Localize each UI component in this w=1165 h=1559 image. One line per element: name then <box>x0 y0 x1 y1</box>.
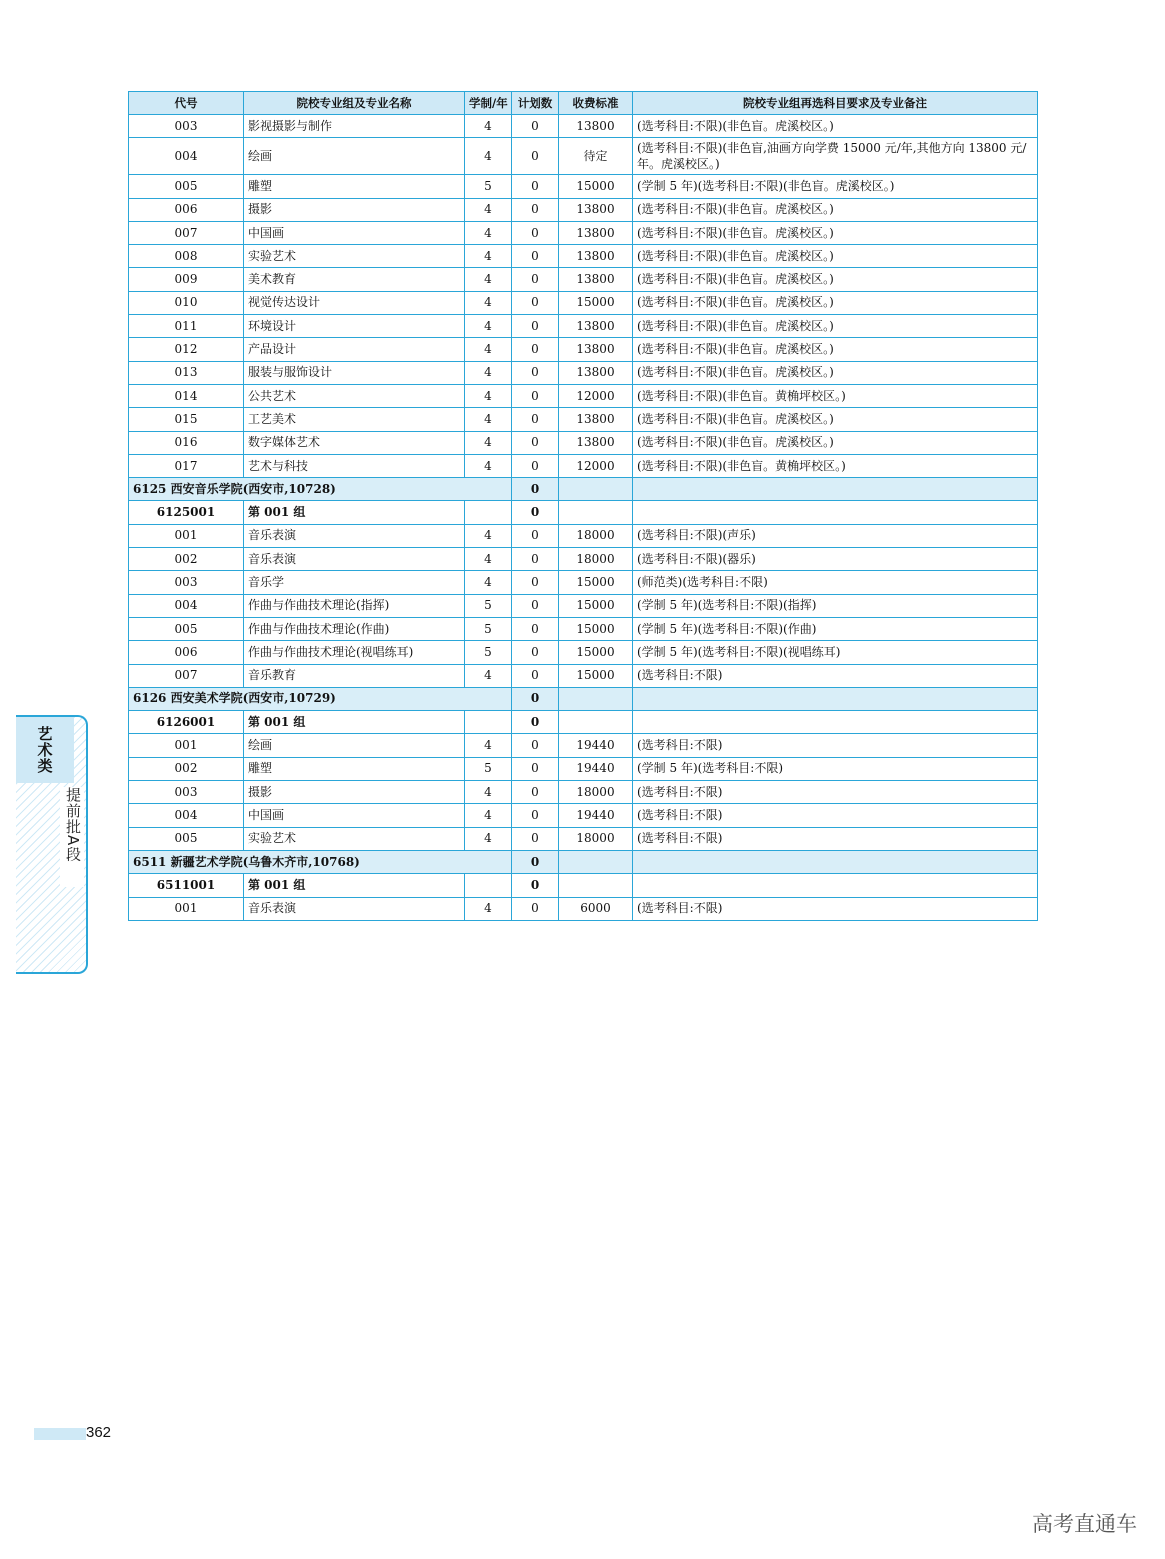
group-note <box>633 501 1038 524</box>
major-plan: 0 <box>512 291 559 314</box>
major-name: 音乐表演 <box>244 897 465 920</box>
header-name: 院校专业组及专业名称 <box>244 92 465 115</box>
major-fee: 18000 <box>559 781 633 804</box>
group-code: 6511001 <box>129 874 244 897</box>
major-years: 4 <box>465 734 512 757</box>
school-row <box>129 687 1038 710</box>
category-label: 艺术类 <box>16 717 74 783</box>
major-name: 实验艺术 <box>244 827 465 850</box>
major-code: 010 <box>129 291 244 314</box>
major-code: 003 <box>129 571 244 594</box>
group-years <box>465 711 512 734</box>
major-plan: 0 <box>512 221 559 244</box>
major-years: 4 <box>465 548 512 571</box>
major-name: 产品设计 <box>244 338 465 361</box>
school-plan: 0 <box>512 850 559 873</box>
group-code: 6125001 <box>129 501 244 524</box>
table-row <box>129 384 1038 407</box>
major-plan: 0 <box>512 664 559 687</box>
table-row <box>129 664 1038 687</box>
major-code: 007 <box>129 221 244 244</box>
group-years <box>465 874 512 897</box>
group-plan: 0 <box>512 711 559 734</box>
watermark: 高考直通车 <box>1032 1512 1137 1536</box>
major-fee: 19440 <box>559 734 633 757</box>
batch-label: 提前批A段 <box>60 787 84 887</box>
school-fee <box>559 478 633 501</box>
group-row <box>129 501 1038 524</box>
table-row <box>129 454 1038 477</box>
table-row <box>129 221 1038 244</box>
major-code: 013 <box>129 361 244 384</box>
table-row <box>129 617 1038 640</box>
major-name: 影视摄影与制作 <box>244 115 465 138</box>
major-fee: 6000 <box>559 897 633 920</box>
major-fee: 13800 <box>559 221 633 244</box>
major-code: 008 <box>129 245 244 268</box>
major-note: (选考科目:不限)(非色盲。虎溪校区。) <box>633 115 1038 138</box>
major-fee: 18000 <box>559 524 633 547</box>
major-years: 4 <box>465 291 512 314</box>
major-note: (选考科目:不限) <box>633 827 1038 850</box>
major-plan: 0 <box>512 431 559 454</box>
major-plan: 0 <box>512 454 559 477</box>
major-note: (学制 5 年)(选考科目:不限)(视唱练耳) <box>633 641 1038 664</box>
table-row <box>129 548 1038 571</box>
major-name: 艺术与科技 <box>244 454 465 477</box>
major-name: 工艺美术 <box>244 408 465 431</box>
major-code: 006 <box>129 641 244 664</box>
major-note: (选考科目:不限)(非色盲。黄桷坪校区。) <box>633 384 1038 407</box>
header-note: 院校专业组再选科目要求及专业备注 <box>633 92 1038 115</box>
table-row <box>129 757 1038 780</box>
major-plan: 0 <box>512 361 559 384</box>
major-name: 音乐学 <box>244 571 465 594</box>
major-years: 4 <box>465 897 512 920</box>
major-note: (选考科目:不限) <box>633 897 1038 920</box>
group-note <box>633 711 1038 734</box>
major-plan: 0 <box>512 827 559 850</box>
major-code: 016 <box>129 431 244 454</box>
table-row <box>129 361 1038 384</box>
major-code: 004 <box>129 594 244 617</box>
major-note: (选考科目:不限) <box>633 804 1038 827</box>
group-note <box>633 874 1038 897</box>
school-plan: 0 <box>512 478 559 501</box>
school-title: 6511 新疆艺术学院(乌鲁木齐市,10768) <box>129 850 512 873</box>
page-number: 362 <box>86 1424 112 1441</box>
major-name: 公共艺术 <box>244 384 465 407</box>
group-plan: 0 <box>512 501 559 524</box>
school-title: 6126 西安美术学院(西安市,10729) <box>129 687 512 710</box>
major-code: 017 <box>129 454 244 477</box>
major-note: (选考科目:不限)(非色盲。虎溪校区。) <box>633 221 1038 244</box>
major-name: 数字媒体艺术 <box>244 431 465 454</box>
major-plan: 0 <box>512 198 559 221</box>
major-note: (选考科目:不限)(非色盲。虎溪校区。) <box>633 361 1038 384</box>
major-years: 4 <box>465 524 512 547</box>
major-name: 环境设计 <box>244 315 465 338</box>
major-note: (选考科目:不限)(非色盲。虎溪校区。) <box>633 408 1038 431</box>
major-note: (选考科目:不限)(非色盲。虎溪校区。) <box>633 431 1038 454</box>
major-code: 003 <box>129 115 244 138</box>
group-code: 6126001 <box>129 711 244 734</box>
major-plan: 0 <box>512 175 559 198</box>
major-fee: 13800 <box>559 315 633 338</box>
table-row <box>129 268 1038 291</box>
major-note: (选考科目:不限)(非色盲。虎溪校区。) <box>633 268 1038 291</box>
major-name: 绘画 <box>244 734 465 757</box>
major-fee: 13800 <box>559 338 633 361</box>
major-plan: 0 <box>512 594 559 617</box>
major-note: (选考科目:不限)(声乐) <box>633 524 1038 547</box>
major-code: 005 <box>129 617 244 640</box>
major-plan: 0 <box>512 245 559 268</box>
major-code: 002 <box>129 548 244 571</box>
major-note: (学制 5 年)(选考科目:不限)(指挥) <box>633 594 1038 617</box>
group-years <box>465 501 512 524</box>
major-years: 4 <box>465 268 512 291</box>
major-fee: 13800 <box>559 198 633 221</box>
major-note: (选考科目:不限)(非色盲。虎溪校区。) <box>633 338 1038 361</box>
major-years: 4 <box>465 454 512 477</box>
table-body <box>129 115 1038 921</box>
major-plan: 0 <box>512 571 559 594</box>
major-name: 视觉传达设计 <box>244 291 465 314</box>
group-plan: 0 <box>512 874 559 897</box>
major-note: (选考科目:不限) <box>633 734 1038 757</box>
major-plan: 0 <box>512 338 559 361</box>
major-plan: 0 <box>512 617 559 640</box>
major-fee: 13800 <box>559 361 633 384</box>
major-code: 014 <box>129 384 244 407</box>
school-row <box>129 478 1038 501</box>
school-plan: 0 <box>512 687 559 710</box>
major-name: 雕塑 <box>244 757 465 780</box>
major-code: 001 <box>129 897 244 920</box>
major-plan: 0 <box>512 804 559 827</box>
group-row <box>129 711 1038 734</box>
table-row <box>129 734 1038 757</box>
major-note: (学制 5 年)(选考科目:不限)(非色盲。虎溪校区。) <box>633 175 1038 198</box>
school-title: 6125 西安音乐学院(西安市,10728) <box>129 478 512 501</box>
major-years: 4 <box>465 221 512 244</box>
major-note: (选考科目:不限)(非色盲。虎溪校区。) <box>633 245 1038 268</box>
major-fee: 18000 <box>559 827 633 850</box>
table-row <box>129 641 1038 664</box>
major-code: 004 <box>129 138 244 175</box>
major-years: 5 <box>465 617 512 640</box>
major-note: (学制 5 年)(选考科目:不限) <box>633 757 1038 780</box>
major-name: 绘画 <box>244 138 465 175</box>
major-fee: 15000 <box>559 617 633 640</box>
major-fee: 15000 <box>559 594 633 617</box>
major-fee: 15000 <box>559 175 633 198</box>
major-years: 4 <box>465 664 512 687</box>
major-note: (选考科目:不限)(非色盲。虎溪校区。) <box>633 291 1038 314</box>
table-row <box>129 804 1038 827</box>
table-row <box>129 315 1038 338</box>
major-note: (选考科目:不限)(非色盲。黄桷坪校区。) <box>633 454 1038 477</box>
group-name: 第 001 组 <box>244 501 465 524</box>
major-fee: 13800 <box>559 408 633 431</box>
group-fee <box>559 711 633 734</box>
table-row <box>129 115 1038 138</box>
major-code: 015 <box>129 408 244 431</box>
major-fee: 12000 <box>559 384 633 407</box>
major-note: (选考科目:不限)(非色盲。虎溪校区。) <box>633 315 1038 338</box>
major-plan: 0 <box>512 115 559 138</box>
major-name: 作曲与作曲技术理论(视唱练耳) <box>244 641 465 664</box>
page-number-bar <box>34 1428 86 1440</box>
major-fee: 13800 <box>559 115 633 138</box>
major-plan: 0 <box>512 524 559 547</box>
major-note: (选考科目:不限)(非色盲,油画方向学费 15000 元/年,其他方向 13800 元/年。虎溪校区。) <box>633 138 1038 175</box>
major-name: 服装与服饰设计 <box>244 361 465 384</box>
major-years: 4 <box>465 431 512 454</box>
table-row <box>129 524 1038 547</box>
major-fee: 15000 <box>559 291 633 314</box>
major-fee: 13800 <box>559 268 633 291</box>
school-fee <box>559 687 633 710</box>
table-row <box>129 338 1038 361</box>
major-name: 雕塑 <box>244 175 465 198</box>
major-note: (选考科目:不限) <box>633 781 1038 804</box>
group-name: 第 001 组 <box>244 874 465 897</box>
major-code: 002 <box>129 757 244 780</box>
major-name: 作曲与作曲技术理论(指挥) <box>244 594 465 617</box>
major-name: 中国画 <box>244 221 465 244</box>
group-fee <box>559 874 633 897</box>
major-years: 4 <box>465 115 512 138</box>
major-note: (师范类)(选考科目:不限) <box>633 571 1038 594</box>
major-fee: 13800 <box>559 431 633 454</box>
table-row <box>129 175 1038 198</box>
major-name: 中国画 <box>244 804 465 827</box>
table-row <box>129 138 1038 175</box>
major-years: 4 <box>465 198 512 221</box>
major-code: 012 <box>129 338 244 361</box>
major-name: 音乐表演 <box>244 548 465 571</box>
major-name: 实验艺术 <box>244 245 465 268</box>
major-plan: 0 <box>512 897 559 920</box>
major-years: 4 <box>465 315 512 338</box>
table-row <box>129 781 1038 804</box>
table-row <box>129 198 1038 221</box>
major-name: 音乐表演 <box>244 524 465 547</box>
major-plan: 0 <box>512 408 559 431</box>
header-row <box>129 92 1038 115</box>
major-years: 4 <box>465 827 512 850</box>
table-row <box>129 594 1038 617</box>
major-years: 4 <box>465 245 512 268</box>
major-plan: 0 <box>512 757 559 780</box>
major-plan: 0 <box>512 641 559 664</box>
major-years: 4 <box>465 408 512 431</box>
header-fee: 收费标准 <box>559 92 633 115</box>
major-name: 摄影 <box>244 198 465 221</box>
header-plan: 计划数 <box>512 92 559 115</box>
table-row <box>129 245 1038 268</box>
major-note: (学制 5 年)(选考科目:不限)(作曲) <box>633 617 1038 640</box>
table-row <box>129 408 1038 431</box>
major-years: 5 <box>465 757 512 780</box>
major-years: 5 <box>465 175 512 198</box>
major-plan: 0 <box>512 138 559 175</box>
major-code: 005 <box>129 827 244 850</box>
table-row <box>129 897 1038 920</box>
major-years: 4 <box>465 571 512 594</box>
major-note: (选考科目:不限) <box>633 664 1038 687</box>
major-fee: 19440 <box>559 757 633 780</box>
major-fee: 13800 <box>559 245 633 268</box>
group-name: 第 001 组 <box>244 711 465 734</box>
table-row <box>129 431 1038 454</box>
school-row <box>129 850 1038 873</box>
major-note: (选考科目:不限)(器乐) <box>633 548 1038 571</box>
major-plan: 0 <box>512 548 559 571</box>
school-fee <box>559 850 633 873</box>
major-fee: 15000 <box>559 641 633 664</box>
major-code: 006 <box>129 198 244 221</box>
major-code: 003 <box>129 781 244 804</box>
major-fee: 18000 <box>559 548 633 571</box>
major-plan: 0 <box>512 384 559 407</box>
major-fee: 15000 <box>559 664 633 687</box>
major-years: 4 <box>465 781 512 804</box>
table-row <box>129 571 1038 594</box>
major-years: 5 <box>465 594 512 617</box>
major-years: 4 <box>465 804 512 827</box>
major-plan: 0 <box>512 781 559 804</box>
major-code: 005 <box>129 175 244 198</box>
major-note: (选考科目:不限)(非色盲。虎溪校区。) <box>633 198 1038 221</box>
table-row <box>129 291 1038 314</box>
major-fee: 19440 <box>559 804 633 827</box>
major-fee: 15000 <box>559 571 633 594</box>
major-name: 美术教育 <box>244 268 465 291</box>
group-fee <box>559 501 633 524</box>
header-years: 学制/年 <box>465 92 512 115</box>
major-code: 001 <box>129 524 244 547</box>
major-code: 004 <box>129 804 244 827</box>
major-plan: 0 <box>512 268 559 291</box>
major-fee: 待定 <box>559 138 633 175</box>
major-fee: 12000 <box>559 454 633 477</box>
major-years: 4 <box>465 338 512 361</box>
major-years: 5 <box>465 641 512 664</box>
admission-plan-table <box>128 91 1038 921</box>
group-row <box>129 874 1038 897</box>
major-years: 4 <box>465 138 512 175</box>
major-years: 4 <box>465 384 512 407</box>
major-plan: 0 <box>512 734 559 757</box>
table-row <box>129 827 1038 850</box>
major-years: 4 <box>465 361 512 384</box>
major-name: 作曲与作曲技术理论(作曲) <box>244 617 465 640</box>
major-name: 摄影 <box>244 781 465 804</box>
school-note <box>633 687 1038 710</box>
table-header <box>129 92 1038 115</box>
side-tab <box>16 715 88 974</box>
major-name: 音乐教育 <box>244 664 465 687</box>
school-note <box>633 478 1038 501</box>
major-code: 007 <box>129 664 244 687</box>
major-code: 011 <box>129 315 244 338</box>
header-code: 代号 <box>129 92 244 115</box>
school-note <box>633 850 1038 873</box>
major-code: 001 <box>129 734 244 757</box>
major-code: 009 <box>129 268 244 291</box>
major-plan: 0 <box>512 315 559 338</box>
